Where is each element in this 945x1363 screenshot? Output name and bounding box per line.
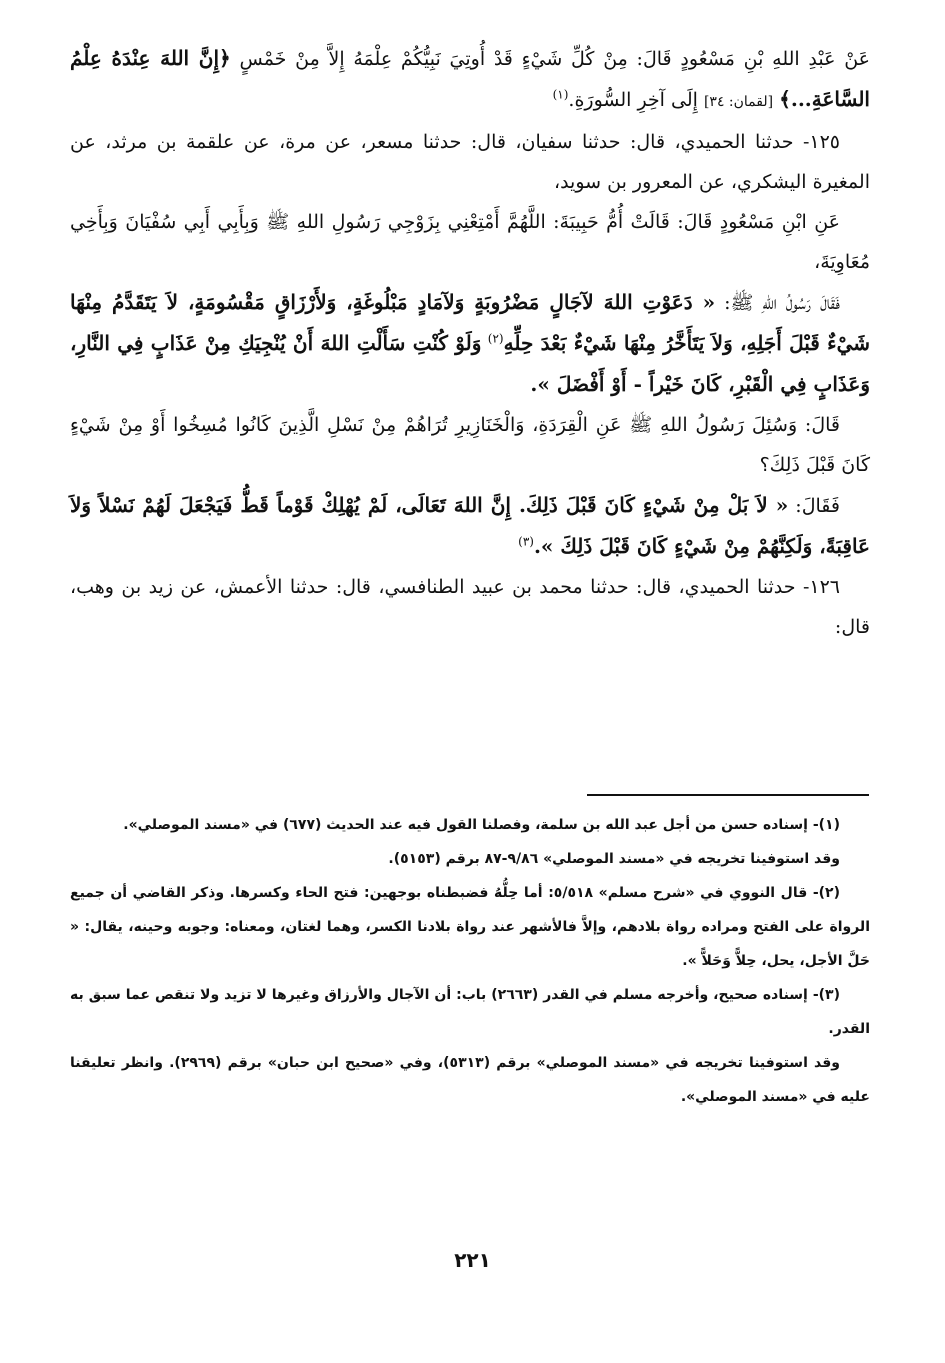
quran-verse: ﴿إِنَّ اللهَ عِنْدَهُ عِلْمُ السَّاعَةِ...﴾ [70,46,870,111]
page-number: ٢٢١ [454,1248,491,1272]
hadith-text-tail: إِلَى آخِرِ السُّورَةِ. [568,89,698,111]
footnote-3: (٣)- إسناده صحيح، وأخرجه مسلم في القدر (٢٦٦٣) باب: أن الآجال والأرزاق وغيرها لا تزيد ولا تنقص عما سبق به القدر. [70,987,870,1037]
prophet-speech-part-2: وَلَوْ كُنْتِ سَأَلْتِ اللهَ أَنْ يُنْجِيَكِ مِنْ عَذَابٍ فِي النَّارِ، وَعَذَابٍ فِي الْقَبْرِ، كَانَ خَيْراً - أَوْ أَفْضَلَ ». [70,331,870,396]
paragraph-isnad-126: ١٢٦- حدثنا الحميدي، قال: حدثنا محمد بن عبيد الطنافسي، قال: حدثنا الأعمش، عن زيد بن وهب، قال: [70,576,870,638]
footnote-3-continued: وقد استوفينا تخريجه في «مسند الموصلي» برقم (٥٣١٣)، وفي «صحيح ابن حبان» برقم (٢٩٦٩). وانظر تعليقنا عليه في «مسند الموصلي». [70,1055,870,1105]
footnote-1-continued: وقد استوفينا تخريجه في «مسند الموصلي» ٩/٨٦-٨٧ برقم (٥١٥٣). [388,851,840,867]
footnote-1: (١)- إسناده حسن من أجل عبد الله بن سلمة، وفصلنا القول فيه عند الحديث (٦٧٧) في «مسند الموصلي». [123,817,840,833]
footnote-marker-2: (٢) [487,331,504,346]
prophet-speech-part-1: « دَعَوْتِ اللهَ لآجَالٍ مَضْرُوبَةٍ وَلآمَادٍ مَبْلُوغَةٍ، وَلأَرْزَاقٍ مَقْسُومَةٍ، لاَ يَتَقَدَّمُ مِنْهَا شَيْءٌ قَبْلَ أَجَلِهِ، وَلاَ يَتَأَخَّرُ مِنْهَا شَيْءٌ بَعْدَ حِلِّهِ [70,290,871,355]
paragraph-answer [70,485,870,567]
hadith-text: عَنْ عَبْدِ اللهِ بْنِ مَسْعُودٍ قَالَ: مِنْ كُلِّ شَيْءٍ قَدْ أُوتِيَ نَبِيُّكُمْ عِلْمَهُ إِلاَّ مِنْ خَمْسٍ [239,48,870,70]
footnote-divider [587,794,869,796]
answer-intro: فَقَالَ: [795,495,840,517]
main-text [70,38,870,647]
paragraph-hadith-ibn-masud [70,38,870,122]
verse-reference: [لقمان: ٣٤] [703,94,774,110]
reply-intro: فَقَالَ رَسُولُ اللهِ ﷺ: [724,292,840,314]
paragraph-umm-habiba: عَنِ ابْنِ مَسْعُودٍ قَالَ: قَالَتْ أُمُّ حَبِيبَةَ: اللَّهُمَّ أَمْتِعْنِي بِزَوْجِي رَسُولِ اللهِ ﷺ وَبِأَبِي أَبِي سُفْيَانَ وَبِأَخِي مُعَاوِيَةَ، [70,211,870,273]
footnote-marker-3: (٣) [518,534,534,549]
paragraph-question: قَالَ: وَسُئِلَ رَسُولُ اللهِ ﷺ عَنِ الْقِرَدَةِ، وَالْخَنَازِيرِ تُرَاهُمْ مِنْ نَسْلِ الَّذِينَ كَانُوا مُسِخُوا أَوْ مِنْ شَيْءٍ كَانَ قَبْلَ ذَلِكَ؟ [70,414,870,476]
answer-speech: « لاَ بَلْ مِنْ شَيْءٍ كَانَ قَبْلَ ذَلِكَ. إِنَّ اللهَ تَعَالَى، لَمْ يُهْلِكْ قَوْماً قَطُّ فَيَجْعَلَ لَهُمْ نَسْلاً وَلاَ عَاقِبَةً، وَلَكِنَّهُمْ مِنْ شَيْءٍ كَانَ قَبْلَ ذَلِكَ ». [70,493,870,558]
footnotes [70,808,870,1114]
footnote-marker-1: (١) [552,87,569,102]
paragraph-isnad-125: ١٢٥- حدثنا الحميدي، قال: حدثنا سفيان، قال: حدثنا مسعر، عن مرة، عن علقمة بن مرثد، عن المغيرة اليشكري، عن المعرور بن سويد، [70,131,870,193]
footnote-2: (٢)- قال النووي في «شرح مسلم» ٥/٥١٨: أما حِلُّهُ فضبطناه بوجهين: فتح الحاء وكسرها. وذكر القاضي أن جميع الرواة على الفتح ومراده رواة بلادهم، وإلاَّ فالأشهر عند رواة بلادنا الكسر، وهما لغتان، ومعناه: وجوبه وحينه، يقال: « حَلَّ الأجل، يحل، حِلاًّ وَحَلاًّ ». [70,885,870,969]
paragraph-prophet-reply [70,282,870,405]
